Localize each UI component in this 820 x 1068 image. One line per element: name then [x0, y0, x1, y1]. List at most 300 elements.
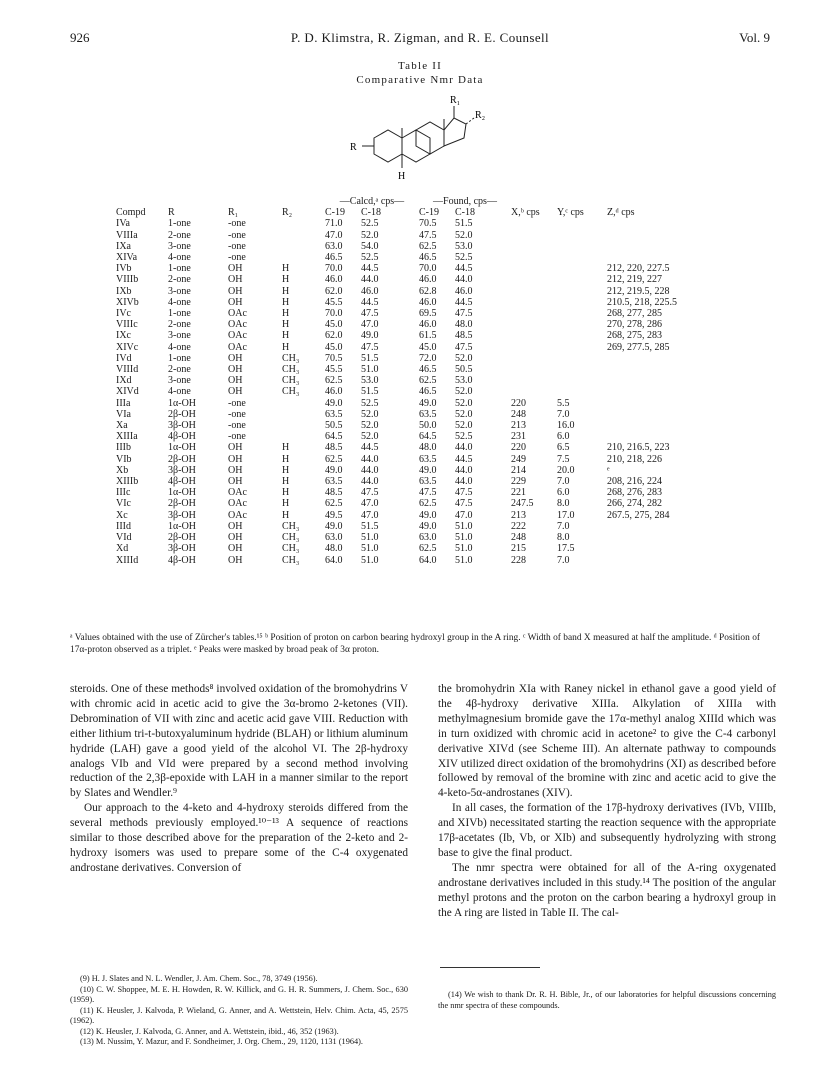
table-cell: XIVa	[116, 252, 138, 264]
table-cell	[607, 431, 729, 442]
page-number: 926	[70, 30, 90, 45]
table-cell	[607, 409, 729, 420]
table-cell: H	[282, 330, 290, 342]
table-cell: 3β-OH	[168, 464, 196, 476]
table-cell: 48.0	[455, 319, 473, 331]
table-cell: 47.5	[455, 341, 473, 353]
table-cell	[282, 218, 325, 229]
table-cell: VIIId	[116, 364, 139, 376]
table-cell: 213	[511, 420, 526, 432]
table-cell: 53.0	[361, 375, 379, 387]
table-cell: VIc	[116, 498, 131, 510]
table-cell: 44.5	[455, 296, 473, 308]
table-cell: H	[282, 319, 290, 331]
table-row	[116, 498, 729, 509]
column-header: Z,ᵈ cps	[607, 207, 635, 219]
table-row	[116, 286, 729, 297]
table-cell: 1α-OH	[168, 442, 197, 454]
table-cell: IVd	[116, 352, 132, 364]
table-cell: CH₃	[282, 352, 300, 364]
table-cell	[511, 286, 557, 297]
table-cell	[511, 353, 557, 364]
table-cell: -one	[228, 252, 246, 264]
table-cell: CH₃	[282, 543, 300, 555]
table-cell: IXa	[116, 240, 131, 252]
table-cell: VIa	[116, 408, 131, 420]
label-r2: R₂	[475, 110, 486, 121]
table-cell: 52.0	[455, 386, 473, 398]
table-cell: 46.0	[419, 296, 437, 308]
table-cell: 220	[511, 397, 526, 409]
table-cell: -one	[228, 397, 246, 409]
table-cell: VIIIa	[116, 229, 138, 241]
table-cell: IXc	[116, 330, 131, 342]
table-cell	[557, 218, 607, 229]
table-cell	[557, 252, 607, 263]
table-cell: OH	[228, 520, 243, 532]
table-cell: 50.5	[455, 364, 473, 376]
table-cell: 7.5	[557, 453, 570, 465]
table-cell: OAc	[228, 498, 247, 510]
table-cell	[557, 230, 607, 241]
table-cell: OAc	[228, 341, 247, 353]
table-cell	[557, 342, 607, 353]
table-cell: 62.5	[325, 498, 343, 510]
table-cell	[607, 218, 729, 229]
table-cell	[557, 241, 607, 252]
table-cell: H	[282, 476, 290, 488]
table-cell: 248	[511, 532, 526, 544]
table-cell: 47.0	[361, 319, 379, 331]
table-cell: 47.0	[361, 498, 379, 510]
table-cell: H	[282, 274, 290, 286]
table-cell: 51.0	[455, 543, 473, 555]
table-cell: 1-one	[168, 352, 191, 364]
table-cell: 7.0	[557, 554, 570, 566]
table-cell: 63.5	[325, 476, 343, 488]
table-cell: H	[282, 263, 290, 275]
table-cell: 53.0	[455, 375, 473, 387]
table-row	[116, 454, 729, 465]
table-cell	[282, 398, 325, 409]
table-cell: H	[282, 285, 290, 297]
table-cell: 44.0	[361, 476, 379, 488]
table-row	[116, 510, 729, 521]
table-cell: 208, 216, 224	[607, 476, 662, 488]
table-cell: 52.0	[455, 420, 473, 432]
table-cell: 231	[511, 431, 526, 443]
calcd-group-header: —Calcd,ᵃ cps—	[339, 196, 405, 207]
table-cell: 3β-OH	[168, 420, 196, 432]
table-cell: 46.0	[325, 386, 343, 398]
table-row	[116, 431, 729, 442]
table-cell: OH	[228, 375, 243, 387]
table-cell: 267.5, 275, 284	[607, 509, 670, 521]
column-header: C-18	[361, 207, 381, 219]
table-row	[116, 330, 729, 341]
table-cell: 47.5	[455, 487, 473, 499]
group-header-row	[116, 196, 729, 207]
table-cell: 46.5	[419, 386, 437, 398]
table-cell	[282, 431, 325, 442]
table-cell: 3β-OH	[168, 543, 196, 555]
table-cell: 2β-OH	[168, 498, 196, 510]
table-cell: Xb	[116, 464, 129, 476]
table-cell	[557, 330, 607, 341]
table-cell: CH₃	[282, 532, 300, 544]
table-cell: 270, 278, 286	[607, 319, 662, 331]
table-cell: 222	[511, 520, 526, 532]
table-cell: IVb	[116, 263, 132, 275]
table-row	[116, 353, 729, 364]
table-cell	[557, 308, 607, 319]
table-row	[116, 263, 729, 274]
reference-item: (10) C. W. Shoppee, M. E. H. Howden, R. W. Killick, and G. H. R. Summers, J. Chem. Soc., 630 (1959).	[70, 984, 408, 1004]
table-cell: 46.5	[419, 364, 437, 376]
table-cell: 63.5	[419, 476, 437, 488]
table-cell: ᵉ	[607, 464, 610, 476]
table-cell: 62.0	[325, 285, 343, 297]
table-cell: 2β-OH	[168, 453, 196, 465]
table-cell: 47.0	[325, 229, 343, 241]
table-cell: Xa	[116, 420, 128, 432]
table-cell: 51.0	[361, 554, 379, 566]
table-cell: 247.5	[511, 498, 534, 510]
reference-item: (12) K. Heusler, J. Kalvoda, G. Anner, and A. Wettstein, ibid., 46, 352 (1963).	[80, 1026, 339, 1036]
table-cell: OH	[228, 554, 243, 566]
table-cell: 51.0	[361, 364, 379, 376]
table-row	[116, 375, 729, 386]
table-cell: 8.0	[557, 498, 570, 510]
table-cell	[282, 252, 325, 263]
table-cell	[607, 532, 729, 543]
table-cell	[607, 241, 729, 252]
column-header: Y,ᶜ cps	[557, 207, 584, 219]
table-cell: 70.0	[419, 263, 437, 275]
table-cell: OH	[228, 274, 243, 286]
table-cell: 70.0	[325, 263, 343, 275]
table-cell: 62.5	[325, 453, 343, 465]
table-cell: 52.0	[361, 229, 379, 241]
table-cell: 44.0	[361, 453, 379, 465]
table-cell: 48.0	[325, 543, 343, 555]
table-cell	[607, 364, 729, 375]
table-cell: 50.0	[419, 420, 437, 432]
table-footnote: ᵃ Values obtained with the use of Zürcher's tables.¹⁵ ᵇ Position of proton on carbon bearing hydroxyl group in the A ring. ᶜ Width of band X measured at half the amplitude. ᵈ Position of 17α-proton observed as a triplet. ᵉ Peaks were masked by broad peak of 3α proton.	[70, 633, 760, 655]
table-cell: 63.5	[419, 453, 437, 465]
table-cell: 62.0	[325, 330, 343, 342]
table-cell: 45.0	[325, 341, 343, 353]
table-cell: 49.0	[419, 509, 437, 521]
table-cell: 47.5	[361, 341, 379, 353]
table-cell: XIVc	[116, 341, 139, 353]
table-cell	[557, 319, 607, 330]
table-cell: 44.0	[455, 442, 473, 454]
found-group-header: —Found, cps—	[433, 196, 497, 207]
table-cell: 1α-OH	[168, 520, 197, 532]
table-row	[116, 252, 729, 263]
table-cell	[511, 319, 557, 330]
table-cell: XIVd	[116, 386, 139, 398]
table-cell: 52.5	[361, 252, 379, 264]
table-cell: IVc	[116, 308, 131, 320]
table-cell	[607, 353, 729, 364]
table-cell: -one	[228, 218, 246, 230]
table-cell: 212, 219.5, 228	[607, 285, 670, 297]
table-cell	[511, 218, 557, 229]
column-header: C-19	[325, 207, 345, 219]
column-header: X,ᵇ cps	[511, 207, 540, 219]
table-cell: 48.5	[325, 487, 343, 499]
body-paragraph: Our approach to the 4-keto and 4-hydroxy steroids differed from the several methods previously employed.¹⁰⁻¹³ A sequence of reactions similar to those described above for the preparation of the 2-keto and 2-hydroxy isomers was used to prepare some of the C-4 oxygenated androstane derivatives. Conversion of	[70, 802, 408, 874]
r2-bond	[466, 118, 474, 124]
table-cell: OH	[228, 285, 243, 297]
table-cell: 52.0	[361, 431, 379, 443]
references-list	[70, 974, 408, 1048]
table-cell: 52.5	[361, 218, 379, 230]
table-cell	[511, 252, 557, 263]
table-cell: H	[282, 442, 290, 454]
table-cell	[511, 230, 557, 241]
table-cell: 44.5	[455, 453, 473, 465]
table-cell: 6.0	[557, 431, 570, 443]
label-h: H	[398, 171, 406, 182]
table-cell: 44.0	[455, 274, 473, 286]
table-cell: 17.0	[557, 509, 575, 521]
table-cell: 44.0	[361, 464, 379, 476]
table-cell: OH	[228, 442, 243, 454]
table-cell: 52.5	[361, 397, 379, 409]
table-cell: 47.5	[361, 308, 379, 320]
table-cell	[607, 375, 729, 386]
table-cell: 49.0	[325, 520, 343, 532]
table-cell	[511, 308, 557, 319]
table-cell	[557, 263, 607, 274]
table-cell: Xd	[116, 543, 129, 555]
table-cell: 268, 276, 283	[607, 487, 662, 499]
table-cell: 52.5	[455, 252, 473, 264]
table-cell: 52.0	[455, 352, 473, 364]
table-cell: IXd	[116, 375, 132, 387]
table-cell: 70.0	[325, 308, 343, 320]
table-cell	[511, 241, 557, 252]
table-cell: 64.0	[419, 554, 437, 566]
table-cell: 62.5	[419, 543, 437, 555]
table-cell	[511, 386, 557, 397]
table-row	[116, 342, 729, 353]
table-cell: -one	[228, 408, 246, 420]
table-cell: 4-one	[168, 386, 191, 398]
table-cell: 213	[511, 509, 526, 521]
table-cell: H	[282, 498, 290, 510]
table-cell: 52.0	[455, 408, 473, 420]
table-cell: 3-one	[168, 240, 191, 252]
table-cell: 62.5	[419, 375, 437, 387]
table-cell: 53.0	[455, 240, 473, 252]
table-cell: 2-one	[168, 229, 191, 241]
table-row	[116, 218, 729, 229]
table-cell: 17.5	[557, 543, 575, 555]
table-cell: H	[282, 296, 290, 308]
table-cell: 2β-OH	[168, 408, 196, 420]
table-caption: Comparative Nmr Data	[356, 74, 484, 86]
table-cell: H	[282, 308, 290, 320]
table-cell: OH	[228, 464, 243, 476]
table-cell: VIIIb	[116, 274, 139, 286]
table-cell: H	[282, 509, 290, 521]
table-cell: VId	[116, 532, 132, 544]
table-cell: 266, 274, 282	[607, 498, 662, 510]
table-cell: 63.0	[419, 532, 437, 544]
table-cell: 62.5	[325, 375, 343, 387]
table-cell: 44.0	[455, 464, 473, 476]
ring-a	[374, 130, 402, 162]
table-cell	[557, 297, 607, 308]
table-cell: 44.0	[455, 476, 473, 488]
table-cell: 220	[511, 442, 526, 454]
table-cell: 52.0	[455, 229, 473, 241]
table-cell: XIIId	[116, 554, 139, 566]
footnote-divider	[440, 967, 540, 968]
table-cell	[282, 420, 325, 431]
table-cell: 62.5	[419, 240, 437, 252]
table-cell: 46.0	[455, 285, 473, 297]
table-cell: 210.5, 218, 225.5	[607, 296, 677, 308]
table-cell: 2β-OH	[168, 532, 196, 544]
body-left-column	[70, 682, 408, 876]
table-cell	[607, 398, 729, 409]
table-cell	[282, 241, 325, 252]
column-header: R₂	[282, 207, 293, 219]
table-cell: 2-one	[168, 364, 191, 376]
table-row	[116, 297, 729, 308]
table-cell: 72.0	[419, 352, 437, 364]
table-cell: 71.0	[325, 218, 343, 230]
table-cell: OAc	[228, 330, 247, 342]
table-cell: 49.0	[419, 464, 437, 476]
table-cell: 47.5	[419, 229, 437, 241]
table-cell: 7.0	[557, 476, 570, 488]
table-cell: OH	[228, 352, 243, 364]
column-header: C-19	[419, 207, 439, 219]
table-cell	[557, 386, 607, 397]
table-row	[116, 543, 729, 554]
ring-d	[444, 118, 466, 146]
table-cell: 61.5	[419, 330, 437, 342]
body-paragraph: the bromohydrin XIa with Raney nickel in ethanol gave a good yield of the 4β-hydroxy derivative XIIIa. Alkylation of XIIIa with methylmagnesium bromide gave the 17α-methyl analog XIIId which was in turn oxidized with chromic acid in acetone² to give the C-4 carbonyl derivative XIVd (see Scheme III). An alternate pathway to compounds XIV utilized direct oxidation of the bromohydrins (XI) as described before followed by removal of the bromine with zinc and acetic acid to give the 4-keto-5α-androstanes (XIV).	[438, 683, 776, 800]
table-cell: 52.0	[455, 397, 473, 409]
table-cell: CH₃	[282, 386, 300, 398]
column-header: Compd	[116, 207, 146, 219]
table-cell: 69.5	[419, 308, 437, 320]
body-paragraph: In all cases, the formation of the 17β-hydroxy derivatives (IVb, VIIIb, and XIVb) necessitated starting the reaction sequence with the appropriate 17β-acetates (Ib, Vb, or XIb) and subsequently hydrolyzing with strong base to give the final product.	[438, 802, 776, 859]
table-cell: OH	[228, 263, 243, 275]
table-cell: 3-one	[168, 285, 191, 297]
table-cell: 45.0	[325, 319, 343, 331]
table-cell: 70.5	[325, 352, 343, 364]
table-cell: -one	[228, 431, 246, 443]
table-cell: 3β-OH	[168, 509, 196, 521]
table-cell: 4-one	[168, 296, 191, 308]
table-cell: 7.0	[557, 408, 570, 420]
table-cell: 46.0	[361, 285, 379, 297]
table-cell: 44.5	[361, 296, 379, 308]
table-row	[116, 442, 729, 453]
table-cell: H	[282, 487, 290, 499]
table-cell	[607, 386, 729, 397]
table-cell: 248	[511, 408, 526, 420]
table-cell: 51.0	[455, 520, 473, 532]
table-cell: 51.5	[361, 386, 379, 398]
table-cell: 1α-OH	[168, 397, 197, 409]
footnote-14: (14) We wish to thank Dr. R. H. Bible, Jr., of our laboratories for helpful discussions concerning the nmr spectra of these compounds.	[438, 990, 776, 1010]
table-cell: 46.5	[419, 252, 437, 264]
table-row	[116, 532, 729, 543]
table-cell: 64.5	[325, 431, 343, 443]
column-header-row	[116, 207, 729, 218]
table-cell: 64.5	[419, 431, 437, 443]
table-cell: XIIIb	[116, 476, 139, 488]
table-cell: CH₃	[282, 554, 300, 566]
table-body	[116, 218, 729, 565]
table-cell: 2-one	[168, 274, 191, 286]
table-row	[116, 364, 729, 375]
table-cell: OH	[228, 296, 243, 308]
table-cell: IVa	[116, 218, 130, 230]
table-cell: VIb	[116, 453, 132, 465]
table-cell: XIIIa	[116, 431, 138, 443]
table-row	[116, 420, 729, 431]
table-cell: 47.5	[361, 487, 379, 499]
label-r1: R₁	[450, 95, 461, 106]
table-cell	[557, 274, 607, 285]
table-cell	[511, 263, 557, 274]
column-header: R	[168, 207, 175, 219]
table-cell: 52.5	[455, 431, 473, 443]
table-cell: 51.0	[455, 532, 473, 544]
table-row	[116, 386, 729, 397]
table-cell: 47.0	[455, 509, 473, 521]
table-cell: 64.0	[325, 554, 343, 566]
table-cell: 48.0	[419, 442, 437, 454]
table-cell	[607, 230, 729, 241]
table-row	[116, 319, 729, 330]
table-cell	[607, 252, 729, 263]
table-row	[116, 241, 729, 252]
table-cell: OH	[228, 364, 243, 376]
steroid-structure-diagram	[340, 92, 490, 188]
table-cell: 210, 216.5, 223	[607, 442, 670, 454]
table-cell	[511, 375, 557, 386]
table-cell: OAc	[228, 319, 247, 331]
table-cell: 7.0	[557, 520, 570, 532]
table-row	[116, 555, 729, 566]
table-cell	[511, 297, 557, 308]
table-cell: 51.0	[361, 532, 379, 544]
table-cell	[557, 375, 607, 386]
table-cell: 51.5	[361, 520, 379, 532]
table-row	[116, 308, 729, 319]
column-header: C-18	[455, 207, 475, 219]
table-cell: IIId	[116, 520, 131, 532]
table-cell: 49.0	[325, 397, 343, 409]
body-right-column	[438, 682, 776, 921]
table-cell: 45.5	[325, 296, 343, 308]
table-cell: 215	[511, 543, 526, 555]
table-cell: IXb	[116, 285, 132, 297]
table-cell: 47.0	[361, 509, 379, 521]
table-cell: 49.0	[419, 520, 437, 532]
